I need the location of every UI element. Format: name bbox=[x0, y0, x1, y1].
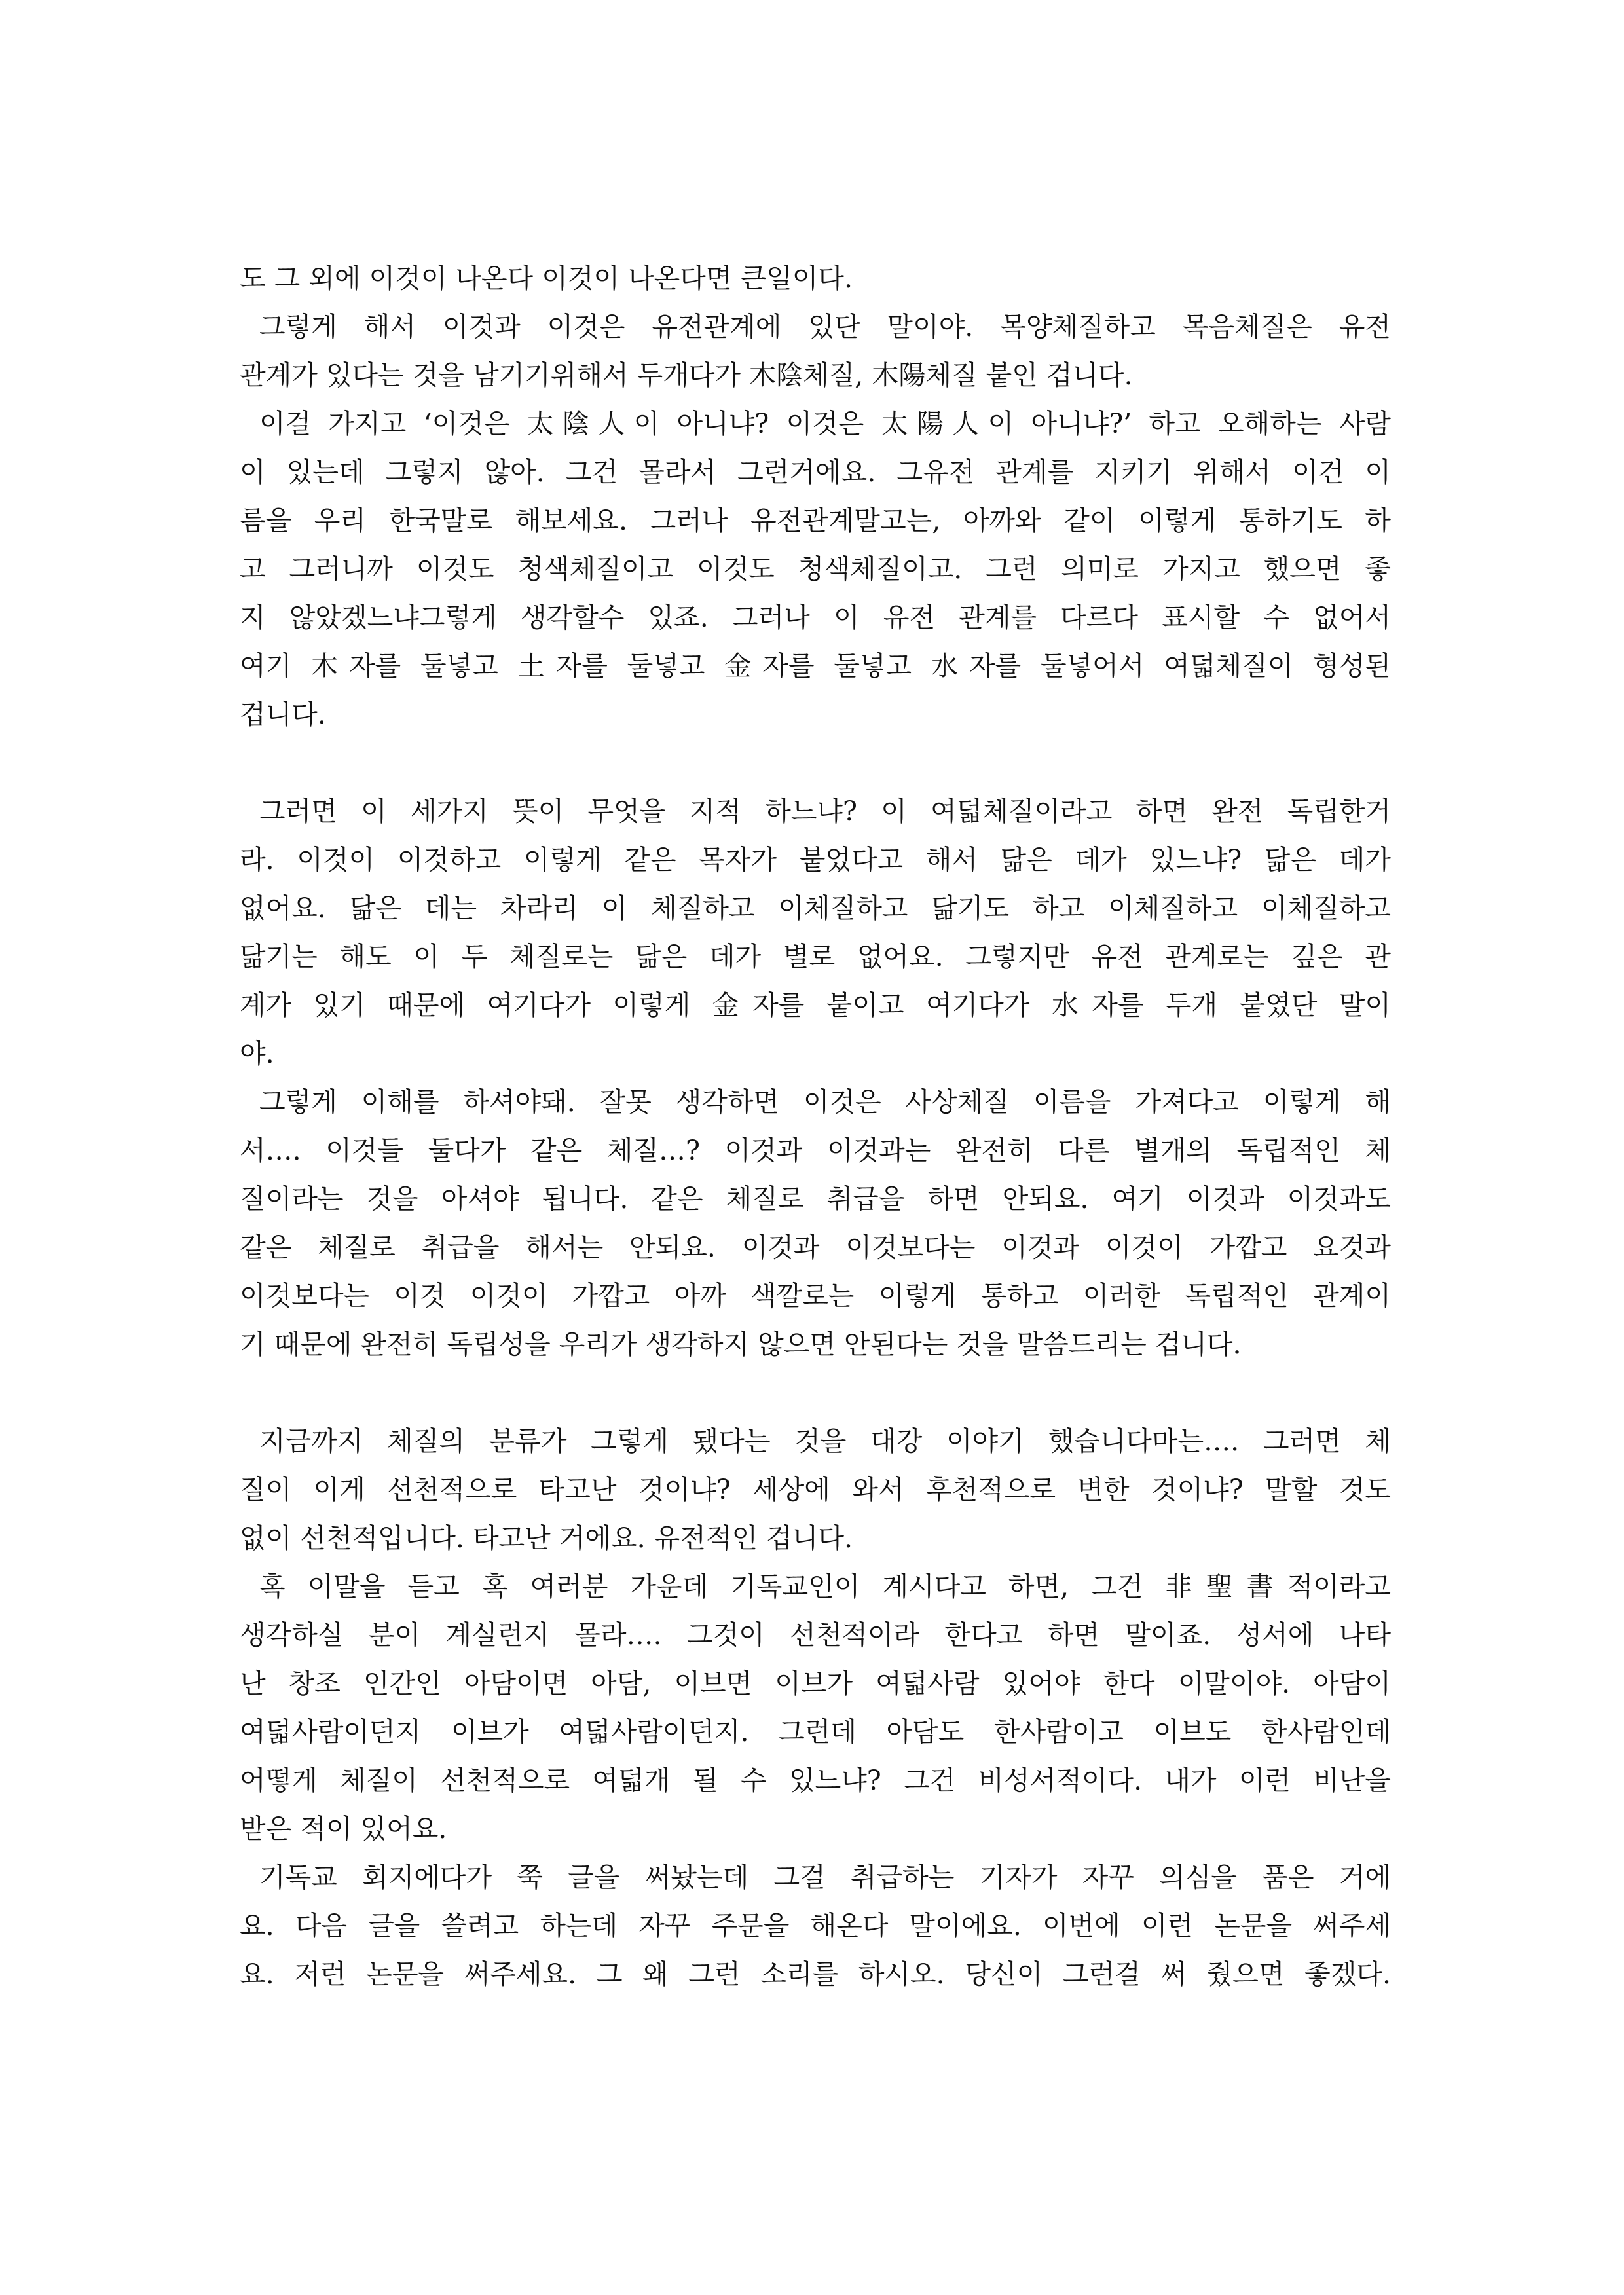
text-line: 여기 木자를 둘넣고 土자를 둘넣고 金자를 둘넣고 水자를 둘넣어서 여덟체질이 형성된 bbox=[240, 650, 1391, 682]
text-line: 지 않았겠느냐그렇게 생각할수 있죠. 그러나 이 유전 관계를 다르다 표시할 수 없어서 bbox=[240, 602, 1391, 633]
text-line: 질이 이게 선천적으로 타고난 것이냐? 세상에 와서 후천적으로 변한 것이냐? 말할 것도 bbox=[240, 1474, 1391, 1505]
text-line: 라. 이것이 이것하고 이렇게 같은 목자가 붙었다고 해서 닮은 데가 있느냐? 닮은 데가 bbox=[240, 844, 1391, 875]
text-line: 관계가 있다는 것을 남기기위해서 두개다가 木陰체질, 木陽체질 붙인 겁니다. bbox=[240, 359, 1133, 391]
text-line: 여덟사람이던지 이브가 여덟사람이던지. 그런데 아담도 한사람이고 이브도 한사람인데 bbox=[240, 1716, 1391, 1748]
text-line: 없이 선천적입니다. 타고난 거에요. 유전적인 겁니다. bbox=[240, 1522, 853, 1554]
paragraph-gap bbox=[240, 1368, 1391, 1417]
text-line: 기 때문에 완전히 독립성을 우리가 생각하지 않으면 안된다는 것을 말씀드리는 겁니다. bbox=[240, 1329, 1242, 1360]
text-line: 없어요. 닮은 데는 차라리 이 체질하고 이체질하고 닮기도 하고 이체질하고 이체질하고 bbox=[240, 892, 1391, 924]
text-line: 난 창조 인간인 아담이면 아담, 이브면 이브가 여덟사람 있어야 한다 이말이야. 아담이 bbox=[240, 1668, 1391, 1699]
text-line: 어떻게 체질이 선천적으로 여덟개 될 수 있느냐? 그건 비성서적이다. 내가 이런 비난을 bbox=[240, 1765, 1391, 1796]
paragraph-first-line: 혹 이말을 듣고 혹 여러분 가운데 기독교인이 계시다고 하면, 그건 非聖書적이라고 bbox=[259, 1571, 1391, 1602]
text-line: 생각하실 분이 계실런지 몰라…. 그것이 선천적이라 한다고 하면 말이죠. 성서에 나타 bbox=[240, 1619, 1391, 1651]
paragraph-first-line: 기독교 회지에다가 쭉 글을 써놨는데 그걸 취급하는 기자가 자꾸 의심을 품은 거에 bbox=[259, 1862, 1391, 1893]
text-line: 야. bbox=[240, 1038, 274, 1069]
paragraph-first-line: 그렇게 해서 이것과 이것은 유전관계에 있단 말이야. 목양체질하고 목음체질은 유전 bbox=[259, 311, 1391, 342]
text-line: 질이라는 것을 아셔야 됩니다. 같은 체질로 취급을 하면 안되요. 여기 이것과 이것과도 bbox=[240, 1183, 1391, 1215]
paragraph-first-line: 그렇게 이해를 하셔야돼. 잘못 생각하면 이것은 사상체질 이름을 가져다고 이렇게 해 bbox=[259, 1086, 1391, 1118]
text-line: 서…. 이것들 둘다가 같은 체질…? 이것과 이것과는 완전히 다른 별개의 독립적인 체 bbox=[240, 1135, 1391, 1166]
text-line: 같은 체질로 취급을 해서는 안되요. 이것과 이것보다는 이것과 이것이 가깝고 요것과 bbox=[240, 1232, 1391, 1263]
paragraph-gap bbox=[240, 739, 1391, 787]
body-text bbox=[240, 254, 1391, 1998]
paragraph-first-line: 그러면 이 세가지 뜻이 무엇을 지적 하느냐? 이 여덟체질이라고 하면 완전 독립한거 bbox=[259, 796, 1391, 827]
text-line: 도 그 외에 이것이 나온다 이것이 나온다면 큰일이다. bbox=[240, 263, 853, 294]
text-line: 계가 있기 때문에 여기다가 이렇게 金자를 붙이고 여기다가 水자를 두개 붙였단 말이 bbox=[240, 989, 1391, 1021]
text-line: 고 그러니까 이것도 청색체질이고 이것도 청색체질이고. 그런 의미로 가지고 했으면 좋 bbox=[240, 553, 1391, 585]
text-line: 받은 적이 있어요. bbox=[240, 1813, 447, 1845]
paragraph-first-line: 이걸 가지고 ‘이것은 太陰人이 아니냐? 이것은 太陽人이 아니냐?’ 하고 오해하는 사람 bbox=[259, 408, 1391, 439]
text-line: 름을 우리 한국말로 해보세요. 그러나 유전관계말고는, 아까와 같이 이렇게 통하기도 하 bbox=[240, 505, 1391, 536]
text-line: 이 있는데 그렇지 않아. 그건 몰라서 그런거에요. 그유전 관계를 지키기 위해서 이건 이 bbox=[240, 456, 1391, 488]
text-line: 이것보다는 이것 이것이 가깝고 아까 색깔로는 이렇게 통하고 이러한 독립적인 관계이 bbox=[240, 1280, 1391, 1312]
text-line: 겁니다. bbox=[240, 699, 326, 730]
text-line: 닮기는 해도 이 두 체질로는 닮은 데가 별로 없어요. 그렇지만 유전 관계로는 깊은 관 bbox=[240, 941, 1391, 972]
paragraph-first-line: 지금까지 체질의 분류가 그렇게 됐다는 것을 대강 이야기 했습니다마는…. 그러면 체 bbox=[259, 1425, 1391, 1457]
text-line: 요. 다음 글을 쓸려고 하는데 자꾸 주문을 해온다 말이에요. 이번에 이런 논문을 써주세 bbox=[240, 1910, 1391, 1941]
text-line: 요. 저런 논문을 써주세요. 그 왜 그런 소리를 하시오. 당신이 그런걸 써 줬으면 좋겠다. bbox=[240, 1958, 1391, 1990]
